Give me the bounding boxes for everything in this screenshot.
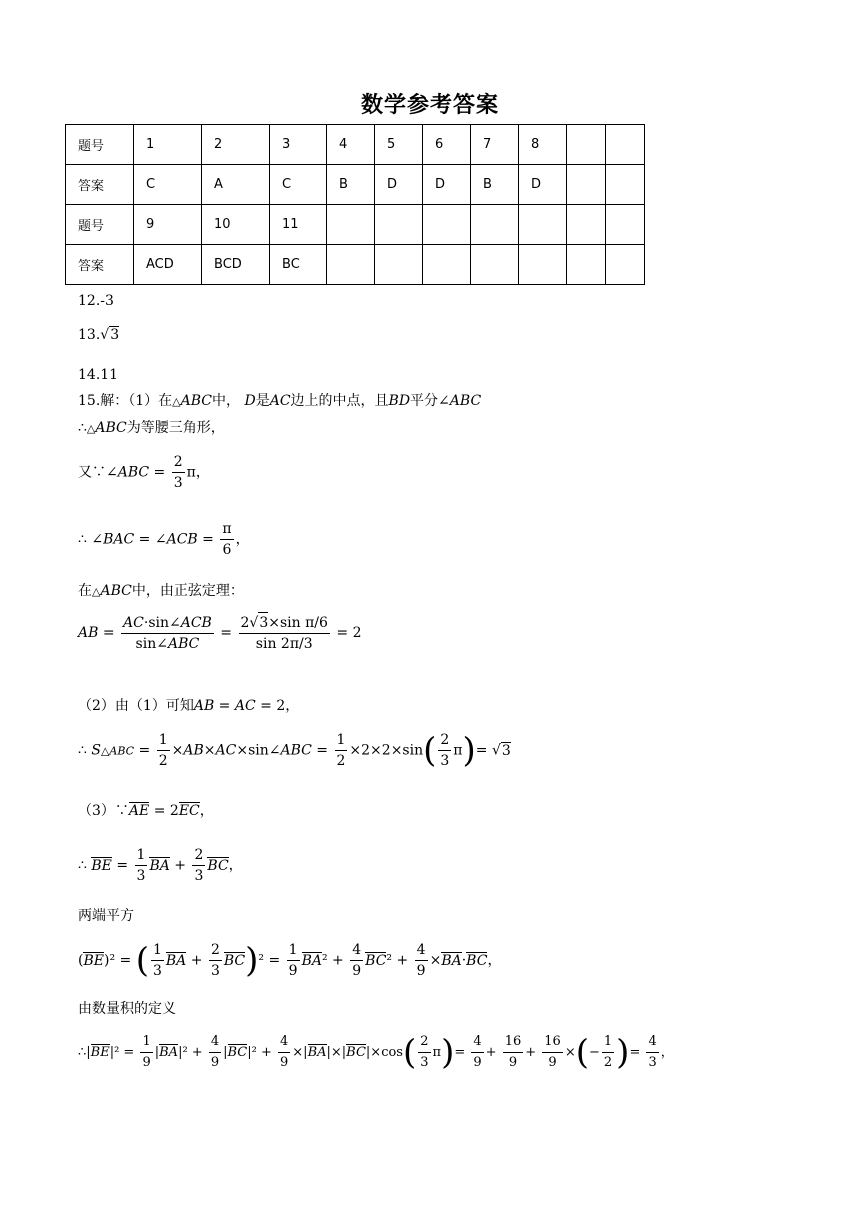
table-cell [519, 245, 567, 285]
table-cell [606, 165, 645, 205]
answer-12: 12.-3 [78, 293, 114, 309]
table-cell [423, 245, 471, 285]
part2: （2）由（1）可知AB = AC = 2， [78, 698, 300, 714]
table-cell: 答案 [66, 165, 134, 205]
table-cell: 4 [327, 125, 375, 165]
table-cell: 9 [134, 205, 202, 245]
table-cell [567, 245, 606, 285]
table-cell: 题号 [66, 205, 134, 245]
table-cell: 1 [134, 125, 202, 165]
table-cell [606, 245, 645, 285]
table-cell [375, 205, 423, 245]
table-row [66, 245, 645, 285]
square-both-label: 两端平方 [78, 908, 134, 924]
table-cell: D [423, 165, 471, 205]
table-cell: 8 [519, 125, 567, 165]
table-cell [327, 205, 375, 245]
table-cell: 7 [471, 125, 519, 165]
answer-13-label: 13. [78, 327, 101, 343]
table-row [66, 165, 645, 205]
solution-intro: 15.解：（1）在△ABC中， D是AC边上的中点，且BD平分∠ABC [78, 393, 482, 409]
table-cell: C [270, 165, 327, 205]
table-cell: 题号 [66, 125, 134, 165]
angle-bac: ∴ ∠BAC = ∠ACB = $\frac{\pi}{6}$ ， [78, 521, 250, 558]
table-cell: 6 [423, 125, 471, 165]
ab-equation: AB = $\frac{\text{AC·sin∠ACB}}{\text{sin∠ABC}}$ = $\frac{\text{2√3×sin π/6}}{\sin 2\pi/3}$ = 2 [78, 612, 361, 654]
table-cell [327, 245, 375, 285]
table-cell: A [202, 165, 270, 205]
solution-isosceles: ∴△ABC为等腰三角形， [78, 420, 225, 436]
table-cell [423, 205, 471, 245]
table-cell [519, 205, 567, 245]
answer-13: 13.√3 [78, 327, 120, 343]
table-cell: D [375, 165, 423, 205]
page-title: 数学参考答案 [360, 93, 499, 118]
table-cell: BCD [202, 245, 270, 285]
table-cell: BC [270, 245, 327, 285]
table-cell [606, 125, 645, 165]
answer-table [65, 124, 645, 285]
table-cell: 10 [202, 205, 270, 245]
table-cell: D [519, 165, 567, 205]
table-cell [567, 165, 606, 205]
part3: （3）∵AE = 2EC， [78, 803, 214, 819]
square-equation: (BE)² = ( $\frac{1}{3}$ BA + $\frac{2}{3}$ BC)² = $\frac{1}{9}$ BA² + $\frac{4}{9}$ BC² + $\frac{4}{9}$ ×BA·BC， [78, 940, 502, 981]
table-cell: C [134, 165, 202, 205]
table-cell: 2 [202, 125, 270, 165]
table-cell: B [327, 165, 375, 205]
table-cell: 3 [270, 125, 327, 165]
angle-abc: 又∵∠ABC = $\frac{2}{3}$ π， [78, 454, 210, 491]
be-vector: ∴ BE = $\frac{1}{3}$ BA + $\frac{2}{3}$ BC， [78, 847, 243, 884]
table-cell [471, 205, 519, 245]
answer-14: 14.11 [78, 367, 119, 383]
sine-rule-label: 在△ABC中，由正弦定理： [78, 583, 244, 599]
table-cell [606, 205, 645, 245]
table-cell [567, 205, 606, 245]
table-cell [375, 245, 423, 285]
final-equation: ∴|BE|² = $\frac{1}{9}$ |BA|² + $\frac{4}{9}$ |BC|² + $\frac{4}{9}$ ×|BA|×|BC|×cos( $\frac{2}{3}$ π)= $\frac{4}{9}$ + $\frac{16}{9}$ + $\frac{16}{9}$ ×(− $\frac{1}{2}$ )= $\frac{4}{3}$ ， [78, 1032, 674, 1073]
table-cell: B [471, 165, 519, 205]
table-cell: ACD [134, 245, 202, 285]
table-cell: 11 [270, 205, 327, 245]
table-row [66, 125, 645, 165]
table-cell [471, 245, 519, 285]
table-cell: 答案 [66, 245, 134, 285]
table-cell: 5 [375, 125, 423, 165]
dot-def-label: 由数量积的定义 [78, 1001, 176, 1017]
table-cell [567, 125, 606, 165]
area-equation: ∴ S△ABC = $\frac{1}{2}$ ×AB×AC×sin∠ABC = $\frac{1}{2}$ ×2×2×sin( $\frac{2}{3}$ π)= √3 [78, 730, 511, 771]
table-row [66, 205, 645, 245]
